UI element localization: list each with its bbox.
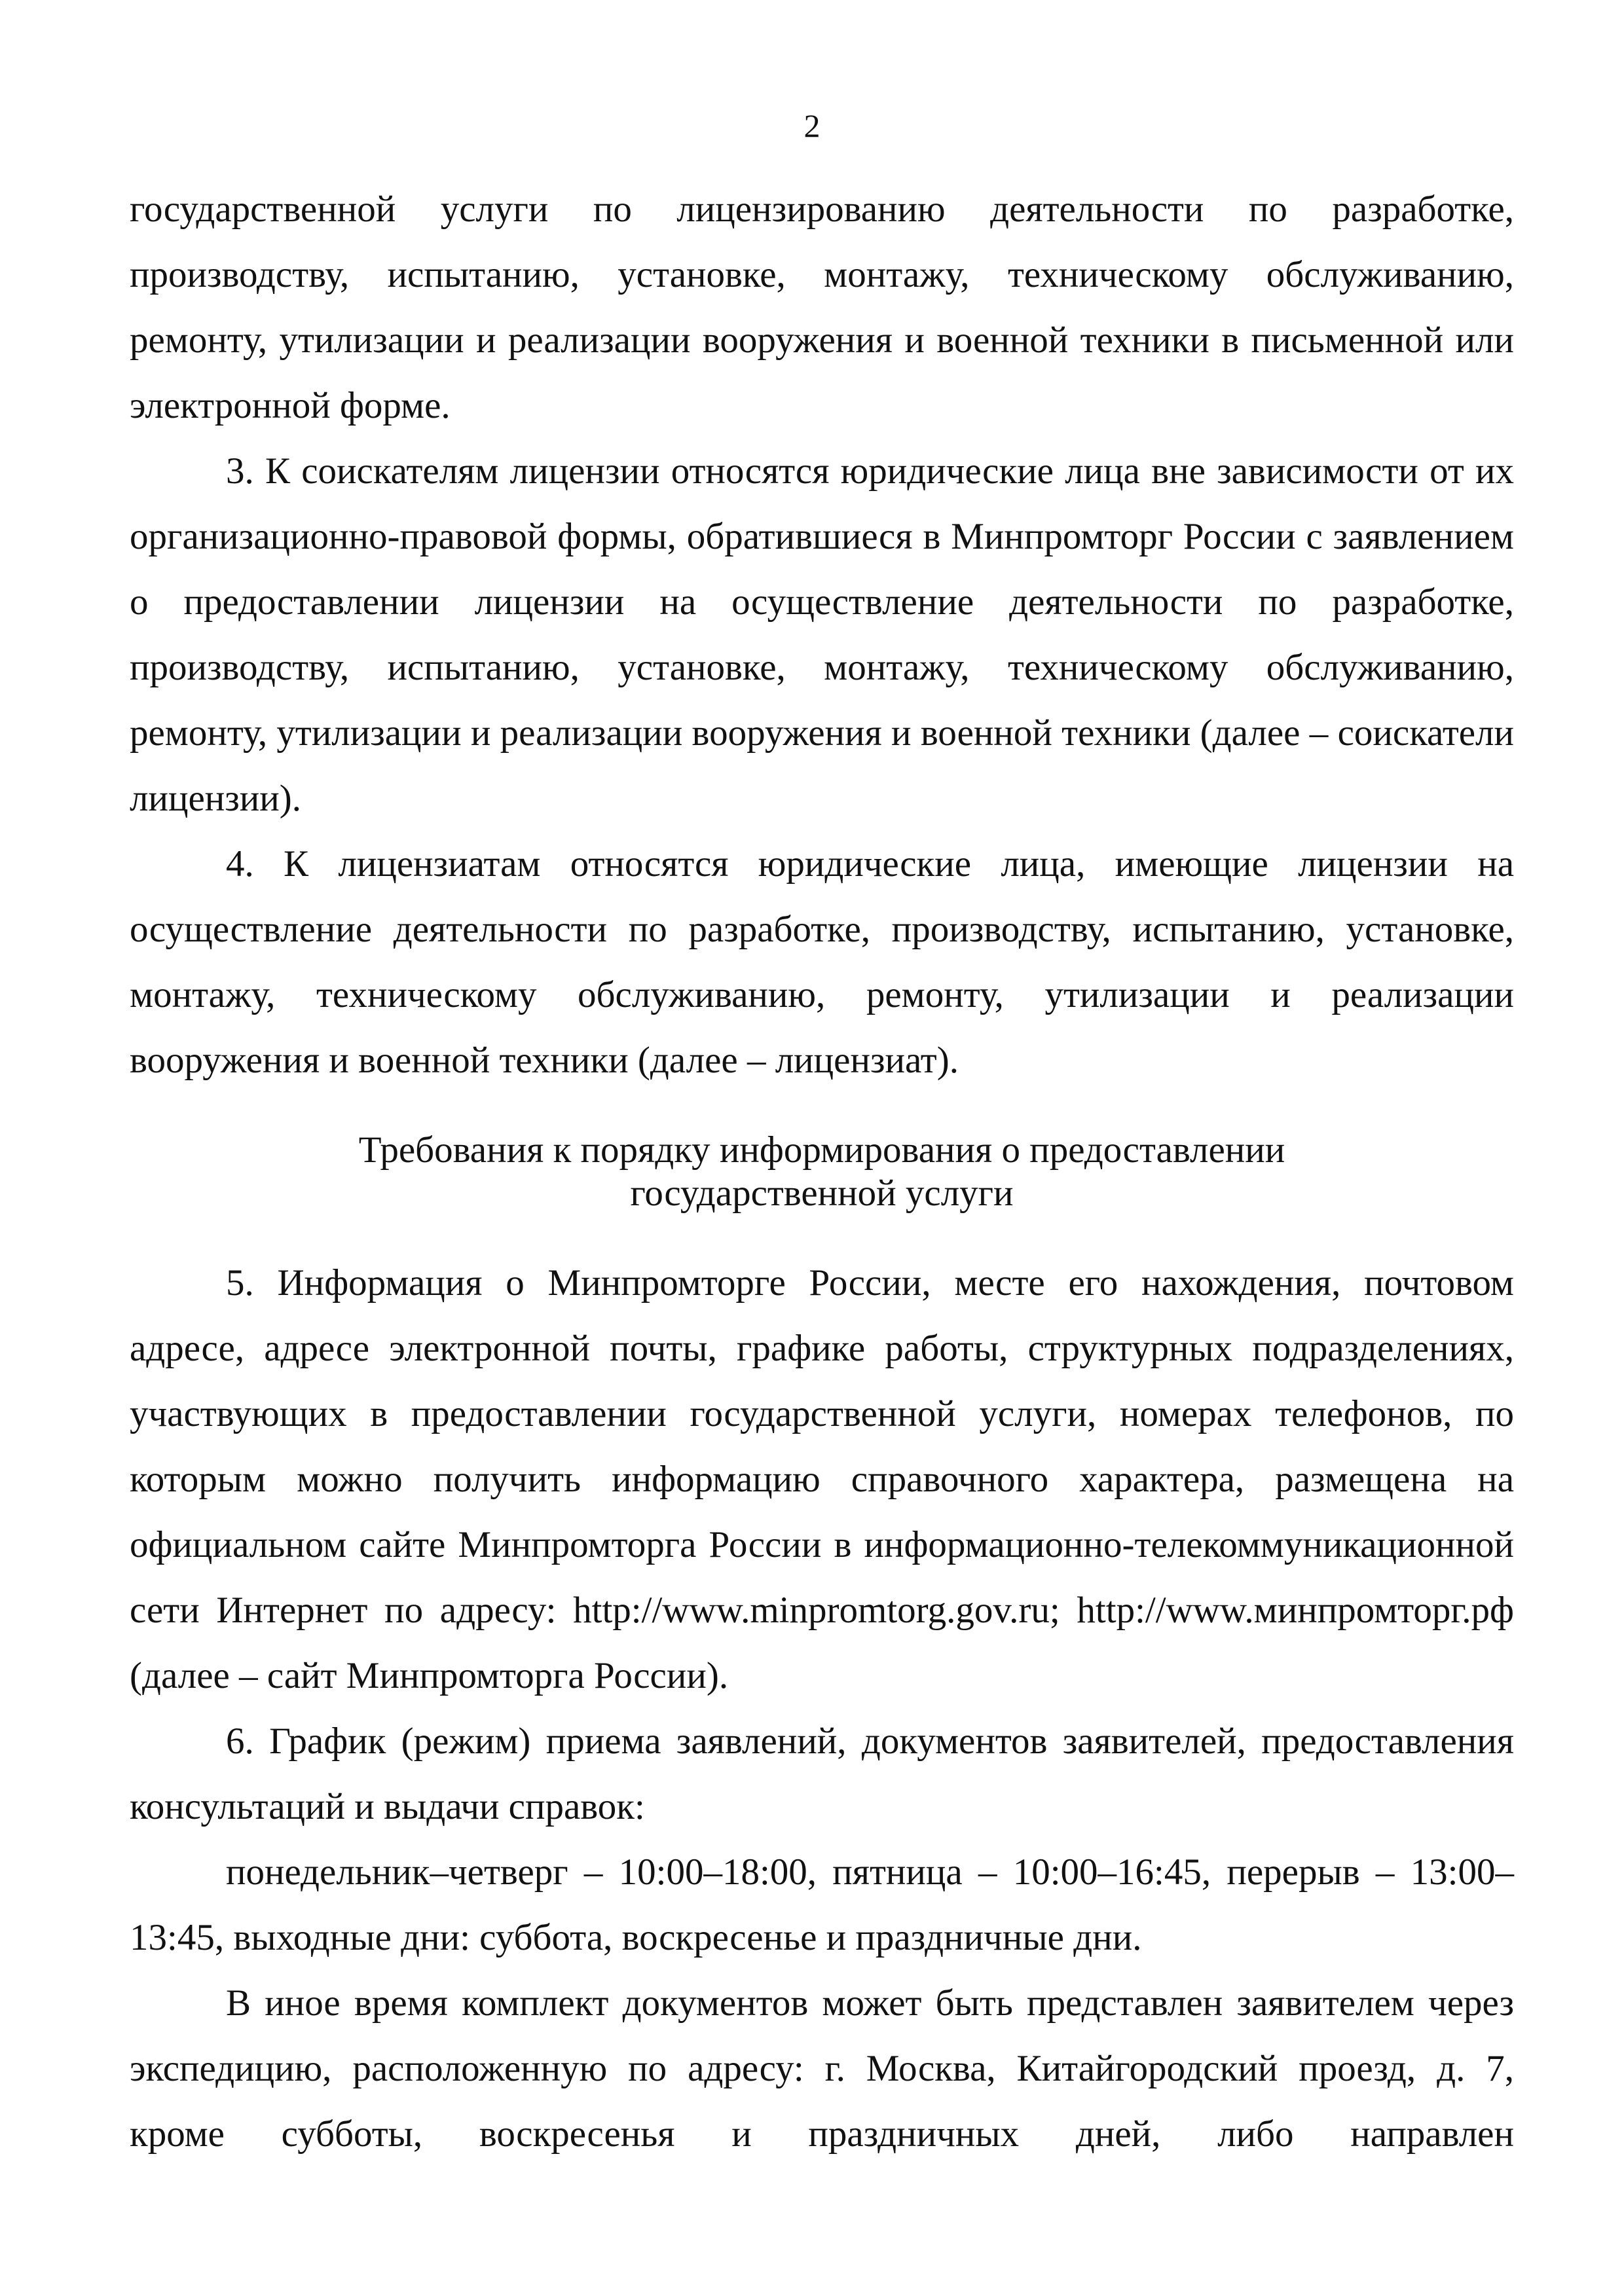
paragraph: В иное время комплект документов может быть представлен заявителем через экспедицию, расположенную по адресу: г. Москва, Китайгородский проезд, д. 7, кроме субботы, воскресенья и праздничных дней, либо направлен: [130, 1982, 1514, 2155]
section-heading-line-1: Требования к порядку информирования о предоставлении: [358, 1129, 1285, 1171]
paragraph: 5. Информация о Минпромторге России, месте его нахождения, почтовом адресе, адресе электронной почты, графике работы, структурных подразделениях, участвующих в предоставлении государственной услуги, номерах телефонов, по которым можно получить информацию справочного характера, размещена на официальном сайте Минпромторга России в информационно-телекоммуникационной сети Интернет по адресу: http://www.minpromtorg.gov.ru; http://www.минпромторг.рф (далее – сайт Минпромторга России).: [130, 1262, 1514, 1696]
section-heading: [130, 1129, 1514, 1215]
section-paragraphs: [130, 1250, 1514, 2167]
paragraph: 4. К лицензиатам относятся юридические лица, имеющие лицензии на осуществление деятельности по разработке, производству, испытанию, установке, монтажу, техническому обслуживанию, ремонту, утилизации и реализации вооружения и военной техники (далее – лицензиат).: [130, 843, 1514, 1081]
paragraph: понедельник–четверг – 10:00–18:00, пятница – 10:00–16:45, перерыв – 13:00–13:45, выходные дни: суббота, воскресенье и праздничные дни.: [130, 1851, 1514, 1958]
document-body: [130, 177, 1514, 2167]
paragraph: государственной услуги по лицензированию деятельности по разработке, производству, испытанию, установке, монтажу, техническому обслуживанию, ремонту, утилизации и реализации вооружения и военной техники в письменной или электронной форме.: [130, 189, 1514, 426]
intro-paragraphs: [130, 177, 1514, 1093]
paragraph: 6. График (режим) приема заявлений, документов заявителей, предоставления консультаций и выдачи справок:: [130, 1721, 1514, 1827]
page-number: 2: [803, 107, 821, 144]
section-heading-line-2: государственной услуги: [630, 1173, 1014, 1214]
paragraph: 3. К соискателям лицензии относятся юридические лица вне зависимости от их организационно-правовой формы, обратившиеся в Минпромторг России с заявлением о предоставлении лицензии на осуществление деятельности по разработке, производству, испытанию, установке, монтажу, техническому обслуживанию, ремонту, утилизации и реализации вооружения и военной техники (далее – соискатели лицензии).: [130, 450, 1514, 819]
